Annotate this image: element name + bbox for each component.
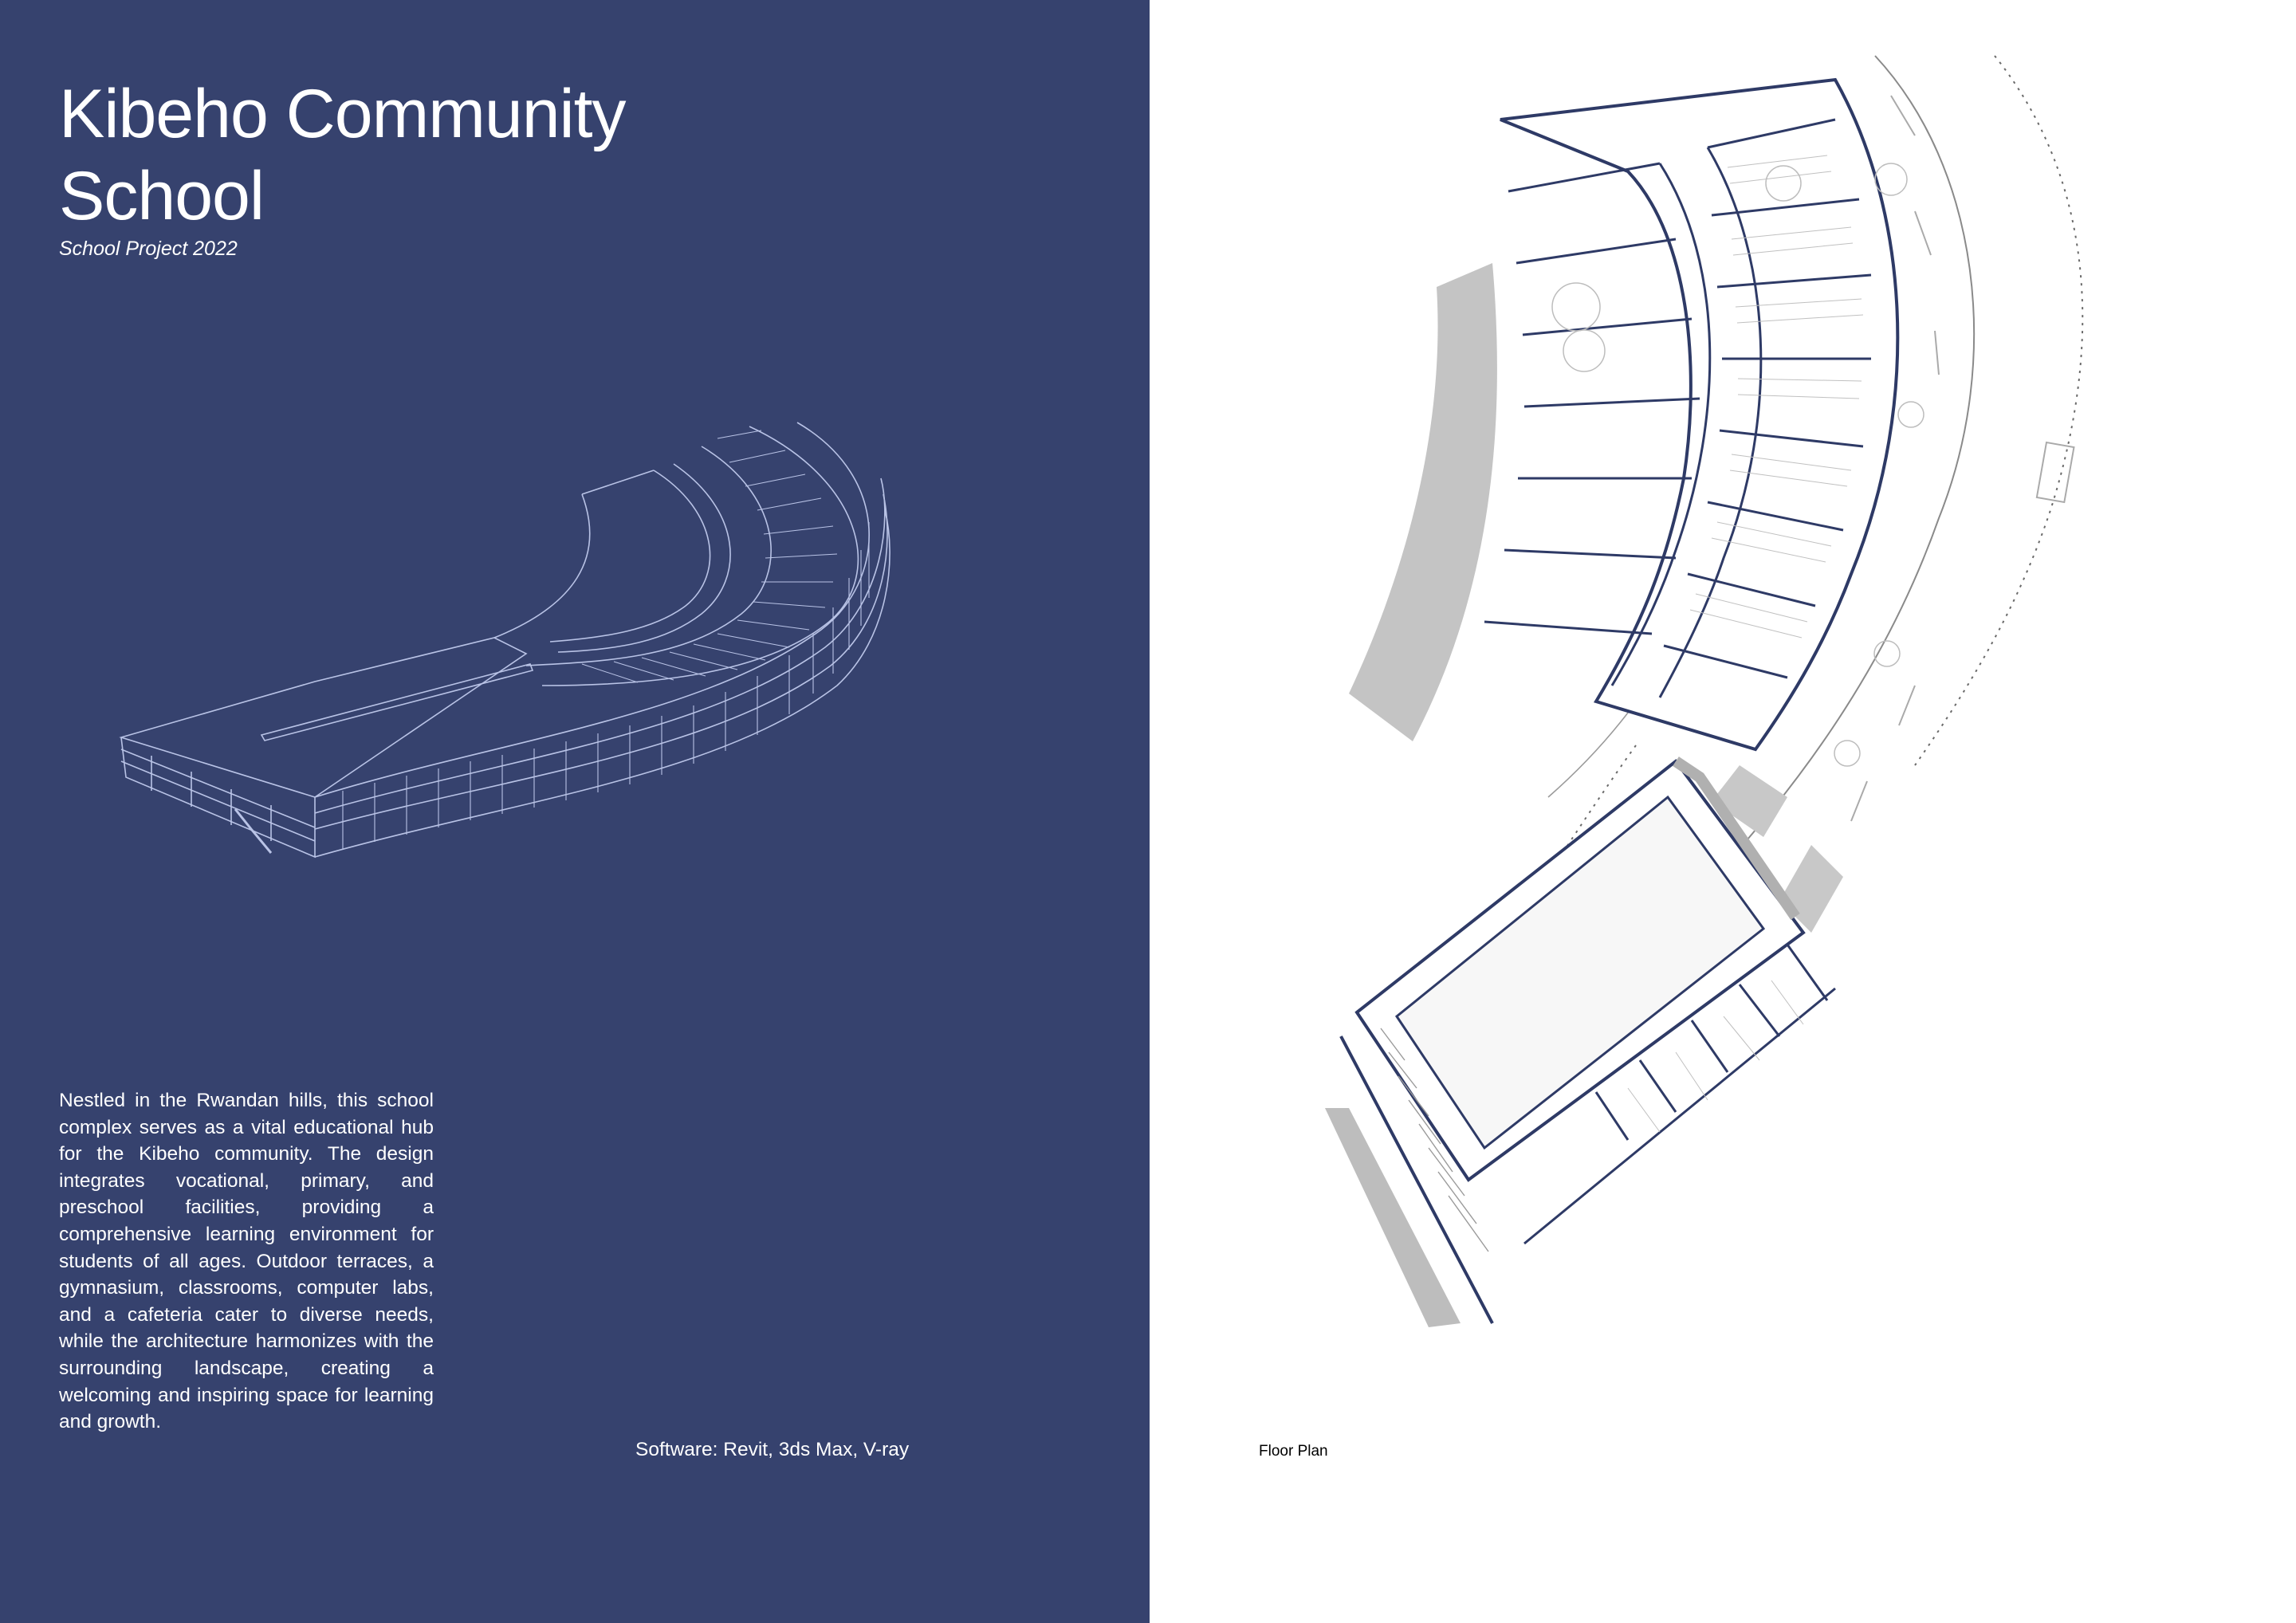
floor-plan-drawing [1150, 0, 2296, 1435]
classroom-wing [1500, 80, 1897, 749]
axo-inner-walkway [550, 470, 710, 642]
axo-terrace-inner [526, 446, 771, 666]
axonometric-building-drawing [0, 0, 1150, 957]
axo-upper-roof [494, 470, 654, 638]
axo-skylight [261, 664, 533, 741]
project-title-line-2: School [59, 158, 264, 234]
floor-plan-caption: Floor Plan [1259, 1443, 1328, 1460]
classroom-wing-shadow [1349, 263, 1497, 741]
axo-terrace-outer [542, 426, 858, 686]
software-credit: Software: Revit, 3ds Max, V-ray [635, 1439, 910, 1460]
project-subtitle: School Project 2022 [59, 238, 238, 260]
gym-block-shadow [1325, 1108, 1461, 1327]
axo-wing-facade [121, 737, 315, 857]
project-description: Nestled in the Rwandan hills, this school complex serves as a vital educational hub for the Kibeho community. The design integrates vocational, primary, and preschool facilities, providing a comprehensive learning environment for students of all ages. Outdoor terraces, a gymnasium, classrooms, computer labs, and a cafeteria cater to diverse needs, while the architecture harmonizes with the surrounding landscape, creating a welcoming and inspiring space for learning and growth. [59, 1090, 434, 1433]
project-title-line-1: Kibeho Community [59, 76, 626, 152]
